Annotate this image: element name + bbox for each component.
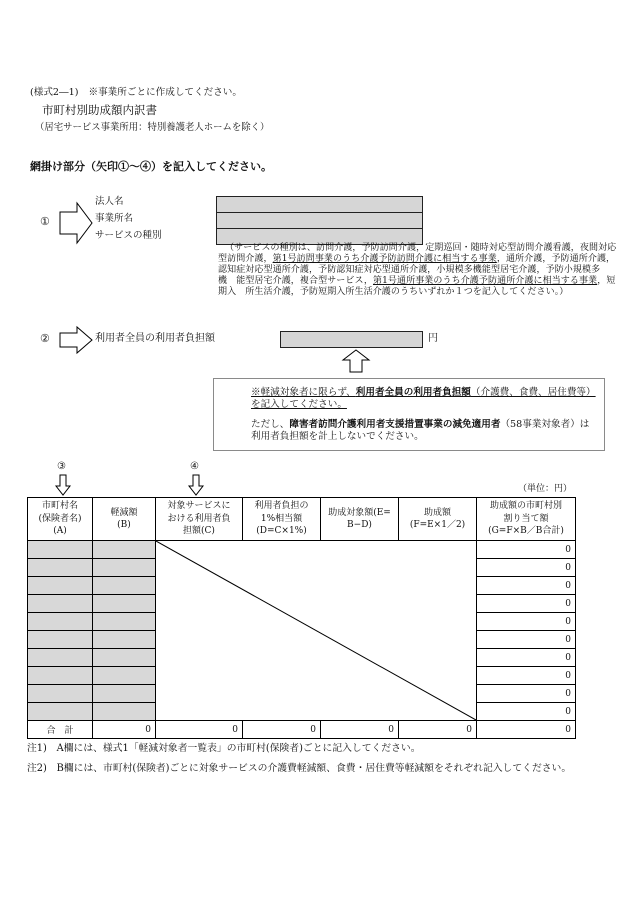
diagonal-strike-line: [156, 541, 476, 720]
cell-allocation: 0: [477, 631, 576, 649]
cell-allocation: 0: [477, 667, 576, 685]
table-total-row: [28, 721, 576, 739]
instruction-heading: 網掛け部分（矢印①～④）を記入してください。: [30, 160, 272, 173]
service-type-label: サービスの種別: [95, 230, 162, 241]
cell-reduction[interactable]: [93, 703, 156, 721]
struck-out-cells: [156, 541, 477, 721]
cell-municipality[interactable]: [28, 559, 93, 577]
note-text: ，短: [597, 276, 616, 286]
cell-reduction[interactable]: [93, 685, 156, 703]
service-type-note-line: [218, 276, 615, 287]
cell-reduction[interactable]: [93, 559, 156, 577]
service-type-note-line: 期入 所生活介護，予防短期入所生活介護のうちいずれか１つを記入してください。）: [218, 287, 569, 297]
cell-municipality[interactable]: [28, 613, 93, 631]
total-user-burden: 0: [156, 721, 243, 739]
cell-reduction[interactable]: [93, 613, 156, 631]
marker-2: ②: [40, 332, 50, 345]
down-arrow-icon: [188, 474, 204, 496]
form-note: ※事業所ごとに作成してください。: [88, 87, 242, 98]
cell-reduction[interactable]: [93, 541, 156, 559]
table-total: [28, 721, 576, 739]
note-line: [251, 387, 596, 399]
cell-reduction[interactable]: [93, 649, 156, 667]
note-line: を記入してください。: [251, 399, 347, 410]
cell-reduction[interactable]: [93, 667, 156, 685]
note-bold-text: 利用者全員の利用者負担額: [355, 387, 471, 398]
cell-allocation: 0: [477, 649, 576, 667]
total-allocation: 0: [477, 721, 576, 739]
note-text: （介護費、食費、居住費等）: [470, 387, 596, 398]
cell-municipality[interactable]: [28, 631, 93, 649]
user-burden-note-box: [213, 378, 605, 451]
cell-municipality[interactable]: [28, 685, 93, 703]
note-line: 利用者負担額を計上しないでください。: [251, 431, 424, 442]
header-allocation: 助成額の市町村別 割り当て額 (G=F×B／B合計): [477, 498, 576, 541]
cell-allocation: 0: [477, 541, 576, 559]
office-name-field[interactable]: [217, 213, 422, 229]
cell-allocation: 0: [477, 577, 576, 595]
note-text: ただし、: [251, 419, 290, 430]
total-reduction: 0: [93, 721, 156, 739]
note-text: 機 能型居宅介護，複合型サービス，: [218, 276, 373, 286]
marker-4: ④: [190, 461, 199, 472]
note-paragraph-1: [251, 387, 596, 411]
service-type-note-line: [218, 254, 615, 265]
cell-municipality[interactable]: [28, 667, 93, 685]
cell-allocation: 0: [477, 685, 576, 703]
cell-allocation: 0: [477, 703, 576, 721]
cell-allocation: 0: [477, 559, 576, 577]
cell-allocation: 0: [477, 595, 576, 613]
cell-reduction[interactable]: [93, 631, 156, 649]
document-subtitle: （居宅サービス事業所用：特別養護老人ホームを除く）: [35, 122, 270, 133]
table-row: [28, 541, 576, 559]
right-arrow-icon: [58, 202, 94, 244]
note-text: 型訪問介護，: [218, 254, 273, 264]
total-user-burden-field[interactable]: [280, 331, 423, 348]
note-paragraph-2: [251, 419, 589, 443]
header-municipality: 市町村名 (保険者名) (A): [28, 498, 93, 541]
total-subsidy-base: 0: [321, 721, 399, 739]
note-text: ※軽減対象者に限らず、: [251, 387, 356, 398]
note-underlined-text: 第1号通所事業のうち介護予防通所介護に相当する事業: [372, 276, 598, 286]
cell-reduction[interactable]: [93, 577, 156, 595]
service-type-note-line: （サービスの種別は、訪問介護，予防訪問介護，定期巡回・随時対応型訪問介護看護，夜間対応: [225, 243, 617, 253]
document-title: 市町村別助成額内訳書: [42, 103, 157, 117]
total-label: 合 計: [28, 721, 93, 739]
service-type-note-line: 認知症対応型通所介護，予防認知症対応型通所介護，小規模多機能型居宅介護，予防小規模多: [218, 265, 601, 275]
cell-municipality[interactable]: [28, 595, 93, 613]
diagonal-strike: [156, 541, 476, 720]
up-arrow-icon: [342, 349, 370, 373]
right-arrow-icon: [58, 326, 94, 354]
total-one-percent: 0: [243, 721, 321, 739]
header-subsidy-base: 助成対象額(E= B−D): [321, 498, 399, 541]
section1-field-group: [216, 196, 423, 245]
table-unit-label: （単位：円）: [518, 484, 573, 494]
footnote-2: 注2) B欄には、市町村(保険者)ごとに対象サービスの介護費軽減額、食費・居住費等軽減額をそれぞれ記入してください。: [27, 763, 572, 774]
cell-municipality[interactable]: [28, 577, 93, 595]
note-underlined-text: 第1号訪問事業のうち介護予防訪問介護に相当する事業: [272, 254, 497, 264]
allocation-table: [27, 497, 576, 739]
corporation-name-label: 法人名: [95, 196, 124, 207]
cell-municipality[interactable]: [28, 649, 93, 667]
cell-municipality[interactable]: [28, 703, 93, 721]
header-subsidy: 助成額 (F=E×1／2): [399, 498, 477, 541]
note-text: ，通所介護，予防通所介護，: [496, 254, 616, 264]
marker-3: ③: [57, 461, 66, 472]
header-reduction: 軽減額 (B): [93, 498, 156, 541]
cell-reduction[interactable]: [93, 595, 156, 613]
service-type-field[interactable]: [217, 229, 422, 244]
total-user-burden-label: 利用者全員の利用者負担額: [95, 333, 215, 344]
office-name-label: 事業所名: [95, 213, 134, 224]
header-user-burden: 対象サービスに おける利用者負 担額(C): [156, 498, 243, 541]
cell-municipality[interactable]: [28, 541, 93, 559]
yen-unit: 円: [428, 333, 438, 344]
note-text: （58事業対象者）は: [500, 419, 590, 430]
note-line: [251, 419, 589, 431]
table-header-row: [28, 498, 576, 541]
footnote-1: 注1) A欄には、様式1「軽減対象者一覧表」の市町村(保険者)ごとに記入してください。: [27, 743, 421, 754]
form-code: (様式2―1): [30, 87, 79, 98]
header-one-percent: 利用者負担の 1%相当額 (D=C×1%): [243, 498, 321, 541]
form-code-line: [30, 87, 242, 99]
note-bold-text: 障害者訪問介護利用者支援措置事業の減免適用者: [289, 419, 501, 430]
down-arrow-icon: [55, 474, 71, 496]
corporation-name-field[interactable]: [217, 197, 422, 213]
cell-allocation: 0: [477, 613, 576, 631]
marker-1: ①: [40, 215, 50, 228]
table-body: [28, 541, 576, 721]
total-subsidy: 0: [399, 721, 477, 739]
